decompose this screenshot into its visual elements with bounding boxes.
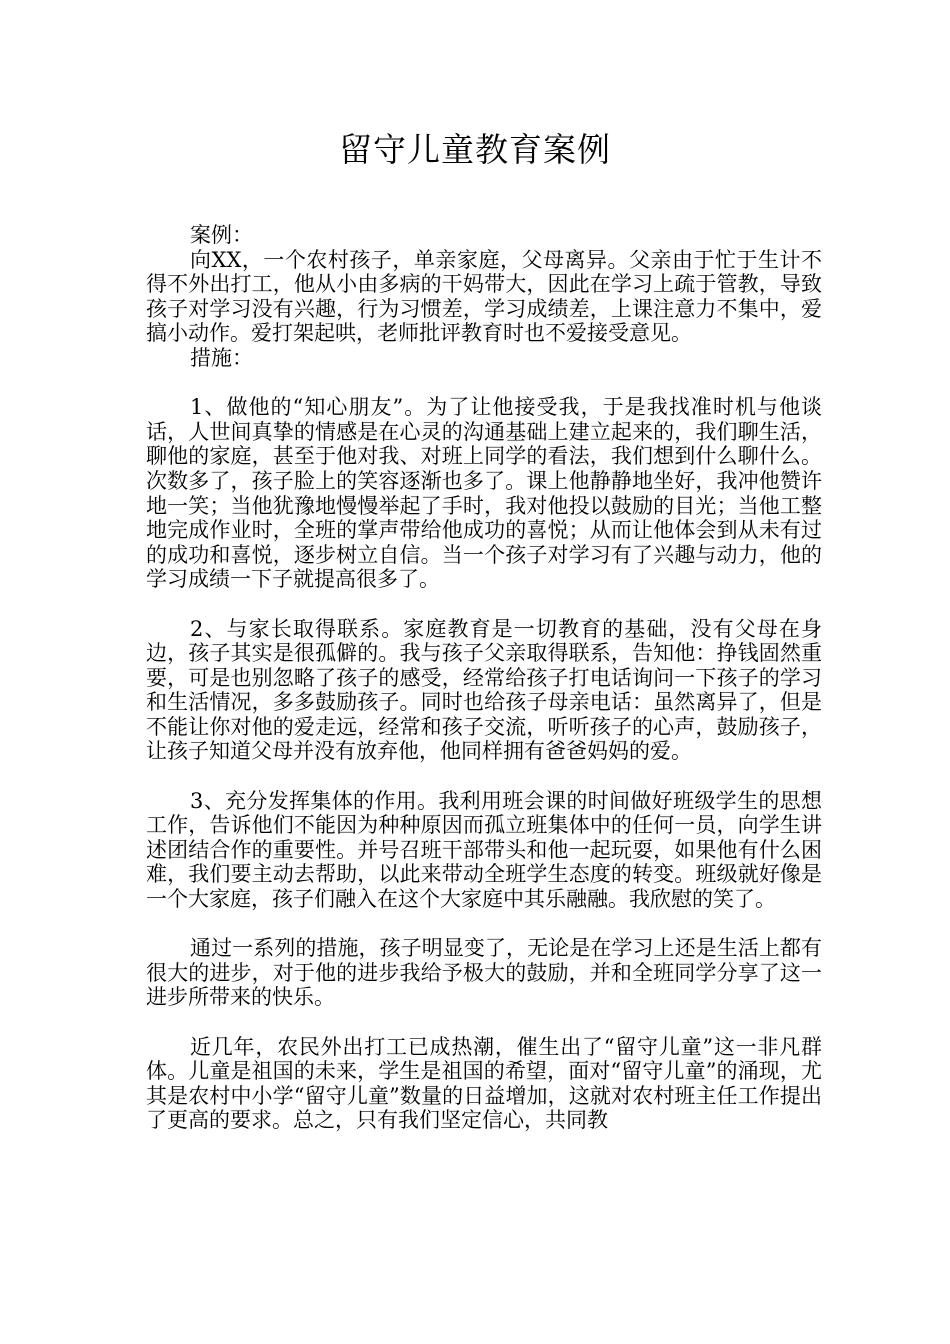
- measure-2-paragraph: 2、与家长取得联系。家庭教育是一切教育的基础，没有父母在身边，孩子其实是很孤僻的。我与孩子父亲取得联系，告知他：挣钱固然重要，可是也别忽略了孩子的感受，经常给孩子打电话询问一下孩子的学习和生活情况，多多鼓励孩子。同时也给孩子母亲电话：虽然离异了，但是不能让你对他的爱走远，经常和孩子交流，听听孩子的心声，鼓励孩子，让孩子知道父母并没有放弃他，他同样拥有爸爸妈妈的爱。: [146, 616, 822, 764]
- measures-heading: 措施：: [190, 345, 253, 370]
- page-title: 留守儿童教育案例: [339, 130, 611, 169]
- conclusion-paragraph: 近几年，农民外出打工已成热潮，催生出了“留守儿童”这一非凡群体。儿童是祖国的未来，学生是祖国的希望，面对“留守儿童”的涌现，尤其是农村中小学“留守儿童”数量的日益增加，这就对农村班主任工作提出了更高的要求。总之，只有我们坚定信心，共同教: [146, 1034, 822, 1133]
- measure-3-paragraph: 3、充分发挥集体的作用。我利用班会课的时间做好班级学生的思想工作，告诉他们不能因为种种原因而孤立班集体中的任何一员，向学生讲述团结合作的重要性。并号召班干部带头和他一起玩耍，如果他有什么困难，我们要主动去帮助，以此来带动全班学生态度的转变。班级就好像是一个大家庭，孩子们融入在这个大家庭中其乐融融。我欣慰的笑了。: [146, 788, 822, 912]
- case-heading: 案例：: [190, 223, 253, 247]
- document-body: [146, 223, 822, 1133]
- measure-1-paragraph: 1、做他的“知心朋友”。为了让他接受我，于是我找准时机与他谈话，人世间真挚的情感是在心灵的沟通基础上建立起来的，我们聊生活，聊他的家庭，甚至于他对我、对班上同学的看法，我们想到什么聊什么。次数多了，孩子脸上的笑容逐渐也多了。课上他静静地坐好，我冲他赞许地一笑；当他犹豫地慢慢举起了手时，我对他投以鼓励的目光；当他工整地完成作业时，全班的掌声带给他成功的喜悦；从而让他体会到从未有过的成功和喜悦，逐步树立自信。当一个孩子对学习有了兴趣与动力，他的学习成绩一下子就提高很多了。: [146, 395, 822, 592]
- result-paragraph: 通过一系列的措施，孩子明显变了，无论是在学习上还是生活上都有很大的进步，对于他的进步我给予极大的鼓励，并和全班同学分享了这一进步所带来的快乐。: [146, 936, 822, 1010]
- case-description-paragraph: 向XX，一个农村孩子，单亲家庭，父母离异。父亲由于忙于生计不得不外出打工，他从小由多病的干妈带大，因此在学习上疏于管教，导致孩子对学习没有兴趣，行为习惯差，学习成绩差，上课注意力不集中，爱搞小动作。爱打架起哄，老师批评教育时也不爱接受意见。: [146, 247, 822, 346]
